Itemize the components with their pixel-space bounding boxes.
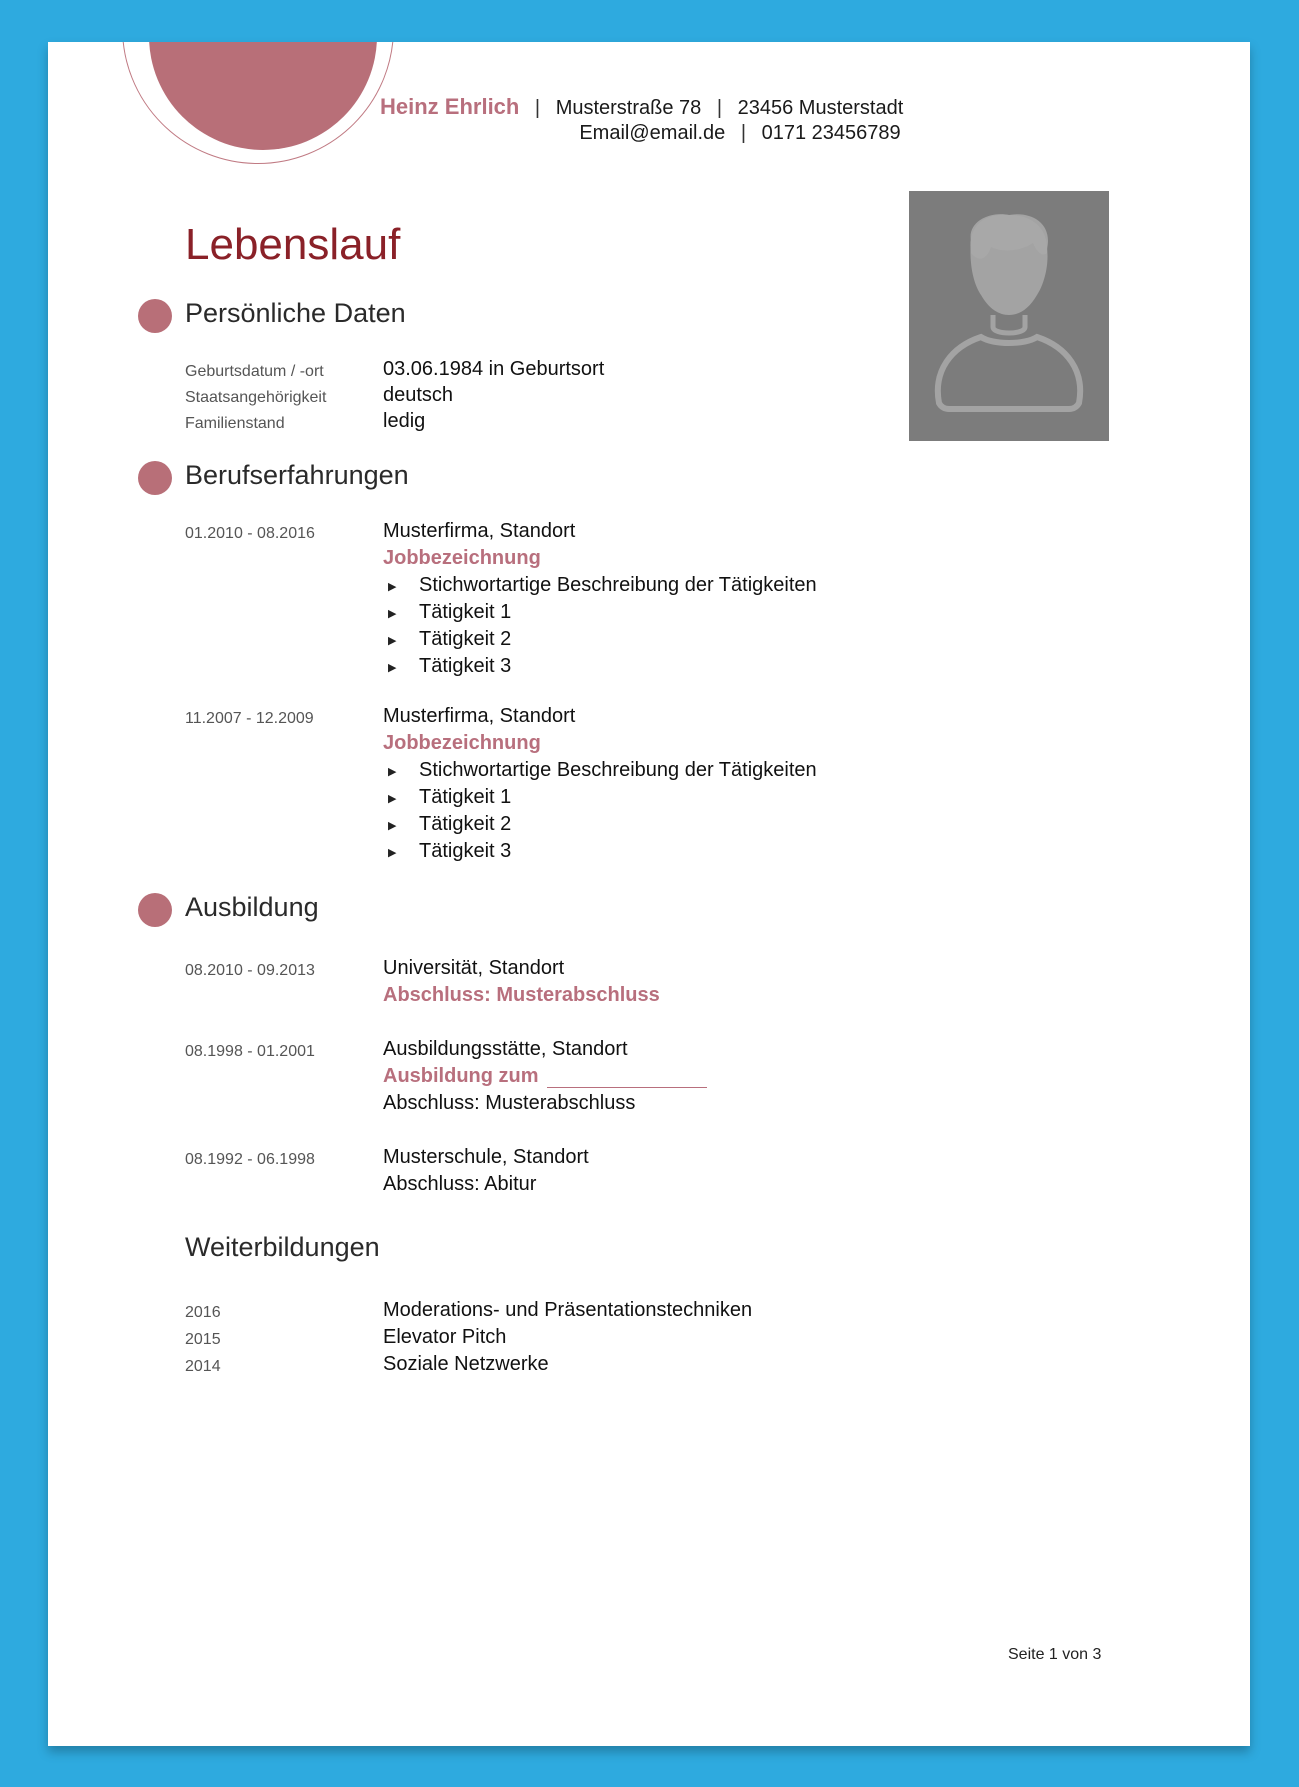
entry-task: Stichwortartige Beschreibung der Tätigkeiten [419,574,817,596]
training-year: 2014 [185,1358,221,1375]
phone: 0171 23456789 [761,122,901,144]
training-title: Soziale Netzwerke [383,1353,549,1375]
document-title: Lebenslauf [185,220,401,269]
section-marker [138,299,172,333]
section-heading-experience: Berufserfahrungen [185,460,409,490]
triangle-right-icon: ▶ [388,847,397,859]
training-year: 2016 [185,1304,221,1321]
section-heading-training: Weiterbildungen [185,1232,380,1262]
email: Email@email.de [579,122,726,144]
training-year: 2015 [185,1331,221,1348]
street: Musterstraße 78 [555,97,702,119]
person-placeholder-icon [909,191,1109,441]
separator: | [716,97,723,119]
entry-period: 11.2007 - 12.2009 [185,710,314,727]
entry-company: Musterfirma, Standort [383,705,576,727]
page-number: Seite 1 von 3 [1008,1646,1102,1663]
section-marker [138,893,172,927]
triangle-right-icon: ▶ [388,820,397,832]
separator: | [740,122,747,144]
entry-task: Tätigkeit 2 [419,813,512,835]
section-heading-personal: Persönliche Daten [185,298,406,328]
entry-job-title: Jobbezeichnung [383,547,541,569]
field-label: Staatsangehörigkeit [185,389,327,406]
blank-line [547,1069,707,1088]
entry-institution: Universität, Standort [383,957,565,979]
field-label: Geburtsdatum / -ort [185,363,324,380]
entry-training [383,1065,707,1088]
entry-task: Tätigkeit 1 [419,601,512,623]
field-label: Familienstand [185,415,285,432]
entry-degree: Abschluss: Musterabschluss [383,1092,636,1114]
entry-task: Tätigkeit 2 [419,628,512,650]
section-heading-education: Ausbildung [185,892,319,922]
separator: | [534,97,541,119]
entry-company: Musterfirma, Standort [383,520,576,542]
triangle-right-icon: ▶ [388,662,397,674]
applicant-name: Heinz Ehrlich [380,94,520,119]
entry-degree: Abschluss: Musterabschluss [383,984,660,1006]
entry-task: Tätigkeit 3 [419,840,512,862]
entry-period: 01.2010 - 08.2016 [185,525,315,542]
entry-job-title: Jobbezeichnung [383,732,541,754]
entry-training-label: Ausbildung zum [383,1065,539,1087]
entry-task: Stichwortartige Beschreibung der Tätigkeiten [419,759,817,781]
contact-line-1 [380,94,980,120]
entry-institution: Ausbildungsstätte, Standort [383,1038,628,1060]
entry-period: 08.1992 - 06.1998 [185,1151,315,1168]
city: 23456 Musterstadt [737,97,904,119]
section-marker [138,461,172,495]
field-value: ledig [383,410,426,432]
entry-task: Tätigkeit 1 [419,786,512,808]
field-value: 03.06.1984 in Geburtsort [383,358,605,380]
contact-line-2 [380,122,980,145]
triangle-right-icon: ▶ [388,635,397,647]
triangle-right-icon: ▶ [388,766,397,778]
cv-page [48,42,1250,1746]
entry-period: 08.2010 - 09.2013 [185,962,315,979]
entry-period: 08.1998 - 01.2001 [185,1043,315,1060]
entry-institution: Musterschule, Standort [383,1146,589,1168]
training-title: Moderations- und Präsentationstechniken [383,1299,753,1321]
entry-task: Tätigkeit 3 [419,655,512,677]
field-value: deutsch [383,384,454,406]
triangle-right-icon: ▶ [388,581,397,593]
triangle-right-icon: ▶ [388,608,397,620]
training-title: Elevator Pitch [383,1326,507,1348]
entry-degree: Abschluss: Abitur [383,1173,537,1195]
triangle-right-icon: ▶ [388,793,397,805]
photo-placeholder [909,191,1109,441]
